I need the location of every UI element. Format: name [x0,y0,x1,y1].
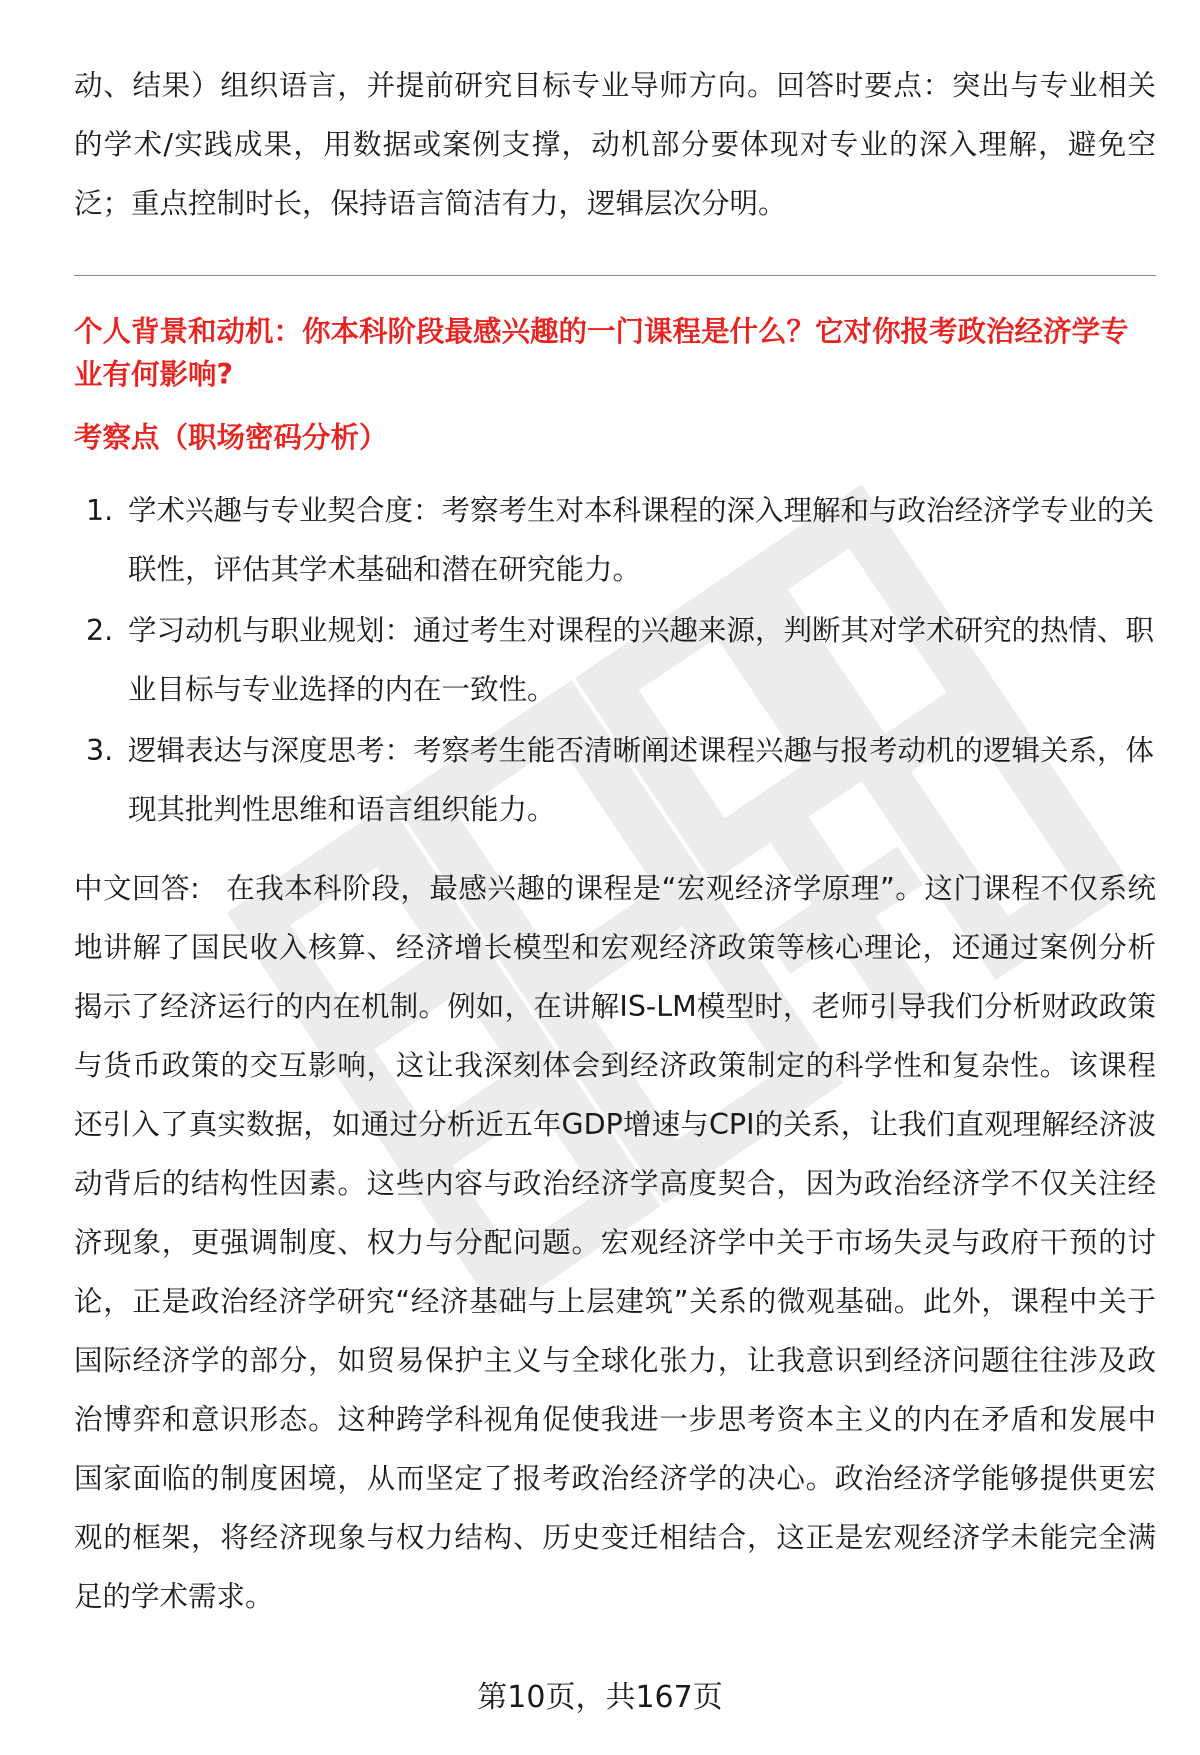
assessment-point [74,481,1156,599]
interview-question: 个人背景和动机：你本科阶段最感兴趣的一门课程是什么？它对你报考政治经济学专业有何影响? [74,315,1129,391]
assessment-point [74,601,1156,719]
page-indicator: 第10页，共167页 [477,1680,723,1715]
document-page [74,56,1156,1626]
point-text: 逻辑表达与深度思考：考察考生能否清晰阐述课程兴趣与报考动机的逻辑关系，体现其批判性思维和语言组织能力。 [128,734,1155,826]
section-divider [74,275,1156,276]
point-text: 学习动机与职业规划：通过考生对课程的兴趣来源，判断其对学术研究的热情、职业目标与专业选择的内在一致性。 [128,614,1155,706]
assessment-heading: 考察点（职场密码分析） [74,421,388,454]
point-text: 学术兴趣与专业契合度：考察考生对本科课程的深入理解和与政治经济学专业的关联性，评估其学术基础和潜在研究能力。 [128,494,1155,586]
answer-label: 中文回答: [74,872,200,905]
answer-paragraph [74,859,1156,1626]
point-number: 1. [86,494,114,527]
assessment-point [74,721,1156,839]
point-number: 3. [86,734,114,767]
answer-text: 在我本科阶段，最感兴趣的课程是“宏观经济学原理”。这门课程不仅系统地讲解了国民收入核算、经济增长模型和宏观经济政策等核心理论，还通过案例分析揭示了经济运行的内在机制。例如，在讲解IS-LM模型时，老师引导我们分析财政政策与货币政策的交互影响，这让我深刻体会到经济政策制定的科学性和复杂性。该课程还引入了真实数据，如通过分析近五年GDP增速与CPI的关系，让我们直观理解经济波动背后的结构性因素。这些内容与政治经济学高度契合，因为政治经济学不仅关注经济现象，更强调制度、权力与分配问题。宏观经济学中关于市场失灵与政府干预的讨论，正是政治经济学研究“经济基础与上层建筑”关系的微观基础。此外，课程中关于国际经济学的部分，如贸易保护主义与全球化张力，让我意识到经济问题往往涉及政治博弈和意识形态。这种跨学科视角促使我进一步思考资本主义的内在矛盾和发展中国家面临的制度困境，从而坚定了报考政治经济学的决心。政治经济学能够提供更宏观的框架，将经济现象与权力结构、历史变迁相结合，这正是宏观经济学未能完全满足的学术需求。 [74,872,1156,1613]
assessment-points-list [74,481,1156,839]
intro-paragraph: 动、结果）组织语言，并提前研究目标专业导师方向。回答时要点：突出与专业相关的学术/实践成果，用数据或案例支撑，动机部分要体现对专业的深入理解，避免空泛；重点控制时长，保持语言简洁有力，逻辑层次分明。 [74,69,1156,220]
point-number: 2. [86,614,114,647]
